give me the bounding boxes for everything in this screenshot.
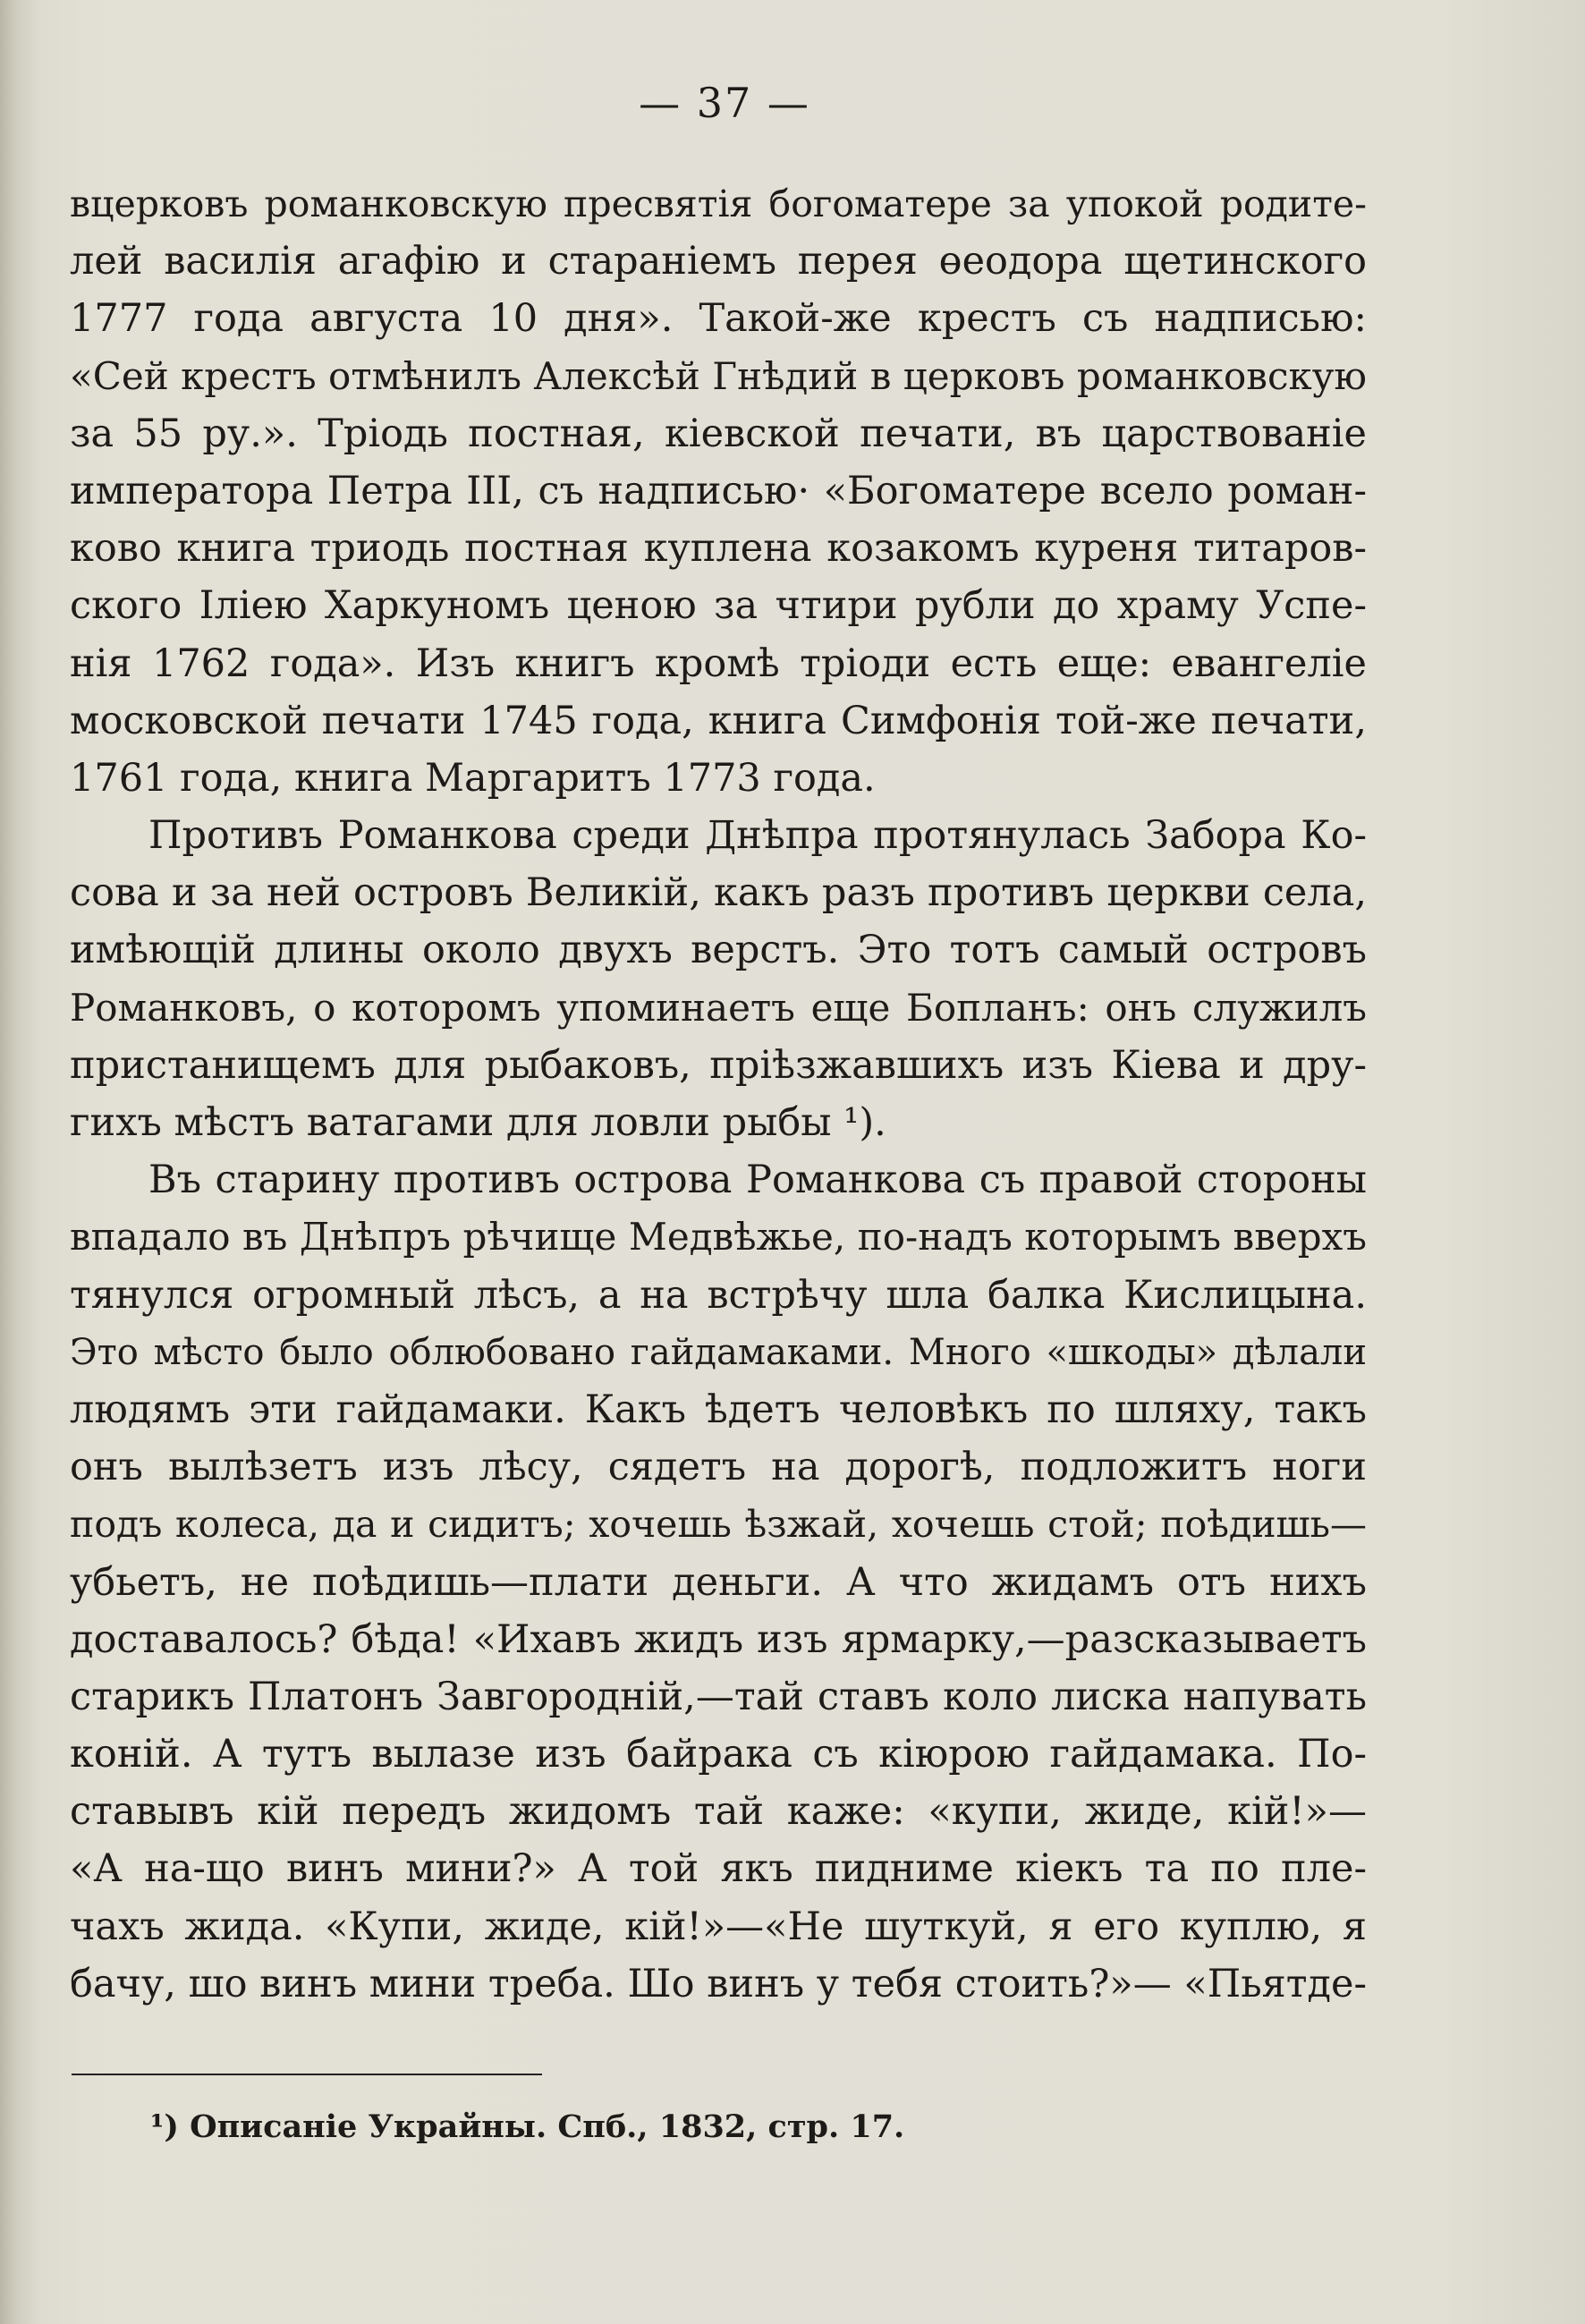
text-line: 1761 года, книга Маргаритъ 1773 года. [70,755,876,801]
text-line: за 55 ру.». Тріодь постная, кіевской печати, въ царствованіе [70,411,1367,456]
text-line: Въ старину противъ острова Романкова съ правой стороны [148,1158,1367,1203]
text-line: онъ вылѣзетъ изъ лѣсу, сядетъ на дорогѣ, подложитъ ноги [70,1445,1367,1490]
text-line: Противъ Романкова среди Днѣпра протянулась Забора Ко- [148,813,1367,859]
footnote-divider [72,2074,542,2075]
text-line: императора Петра III, съ надписью· «Богоматере всело роман- [70,468,1367,513]
text-line: Романковъ, о которомъ упоминаетъ еще Бопланъ: онъ служилъ [70,985,1367,1030]
text-line: коній. А тутъ вылазе изъ байрака съ кіюрою гайдамака. По- [70,1732,1367,1777]
text-line: вцерковъ романковскую пресвятія богоматере за упокой родите- [70,182,1367,225]
text-line: московской печати 1745 года, книга Симфонія той-же печати, [70,698,1367,743]
text-line: чахъ жида. «Купи, жиде, кій!»—«Не шуткуй, я его куплю, я [70,1904,1367,1949]
text-line: впадало въ Днѣпръ рѣчище Медвѣжье, по-надъ которымъ вверхъ [70,1215,1367,1260]
text-line: тянулся огромный лѣсъ, а на встрѣчу шла балка Кислицына. [70,1272,1367,1318]
text-line: лей василія агафію и стараніемъ перея өеодора щетинского [70,239,1367,284]
text-line: старикъ Платонъ Завгородній,—тай ставъ коло лиска напувать [70,1674,1367,1719]
text-line: пристанищемъ для рыбаковъ, пріѣзжавшихъ изъ Кіева и дру- [70,1042,1367,1088]
text-line: Это мѣсто было облюбовано гайдамаками. Много «шкоды» дѣлали [70,1331,1367,1373]
text-line: 1777 года августа 10 дня». Такой-же крестъ съ надписью: [70,296,1367,342]
text-line: подъ колеса, да и сидитъ; хочешь ѣзжай, хочешь стой; поѣдишь— [70,1503,1367,1547]
body-text [70,175,1367,2013]
text-line: «Сей крестъ отмѣнилъ Алексѣй Гнѣдий в церковъ романковскую [70,353,1367,398]
text-line: людямъ эти гайдамаки. Какъ ѣдетъ человѣкъ по шляху, такъ [70,1387,1367,1432]
text-line: ского Іліею Харкуномъ ценою за чтири рубли до храму Успе- [70,583,1367,629]
text-line: имѣющій длины около двухъ верстъ. Это тотъ самый островъ [70,928,1367,973]
text-line: гихъ мѣстъ ватагами для ловли рыбы ¹). [70,1100,886,1145]
text-line: бачу, шо винъ мини треба. Шо винъ у тебя стоить?»— «Пьятде- [70,1961,1367,2006]
text-line: убьетъ, не поѣдишь—плати деньги. А что жидамъ отъ нихъ [70,1559,1367,1605]
text-line: сова и за ней островъ Великій, какъ разъ противъ церкви села, [70,870,1367,916]
text-line: доставалось? бѣда! «Ихавъ жидъ изъ ярмарку,—разсказываетъ [70,1616,1367,1662]
text-line: «А на-що винъ мини?» А той якъ пидниме кіекъ та по пле- [70,1846,1367,1892]
footnote: ¹) Описаніе Украйны. Спб., 1832, стр. 17. [150,2108,905,2145]
text-line: ково книга триодь постная куплена козакомъ куреня титаров- [70,526,1367,572]
page-number: — 37 — [639,79,810,127]
text-line: нія 1762 года». Изъ книгъ кромѣ тріоди есть еще: евангеліе [70,640,1367,686]
text-line: ставывъ кій передъ жидомъ тай каже: «купи, жиде, кій!»— [70,1789,1367,1835]
